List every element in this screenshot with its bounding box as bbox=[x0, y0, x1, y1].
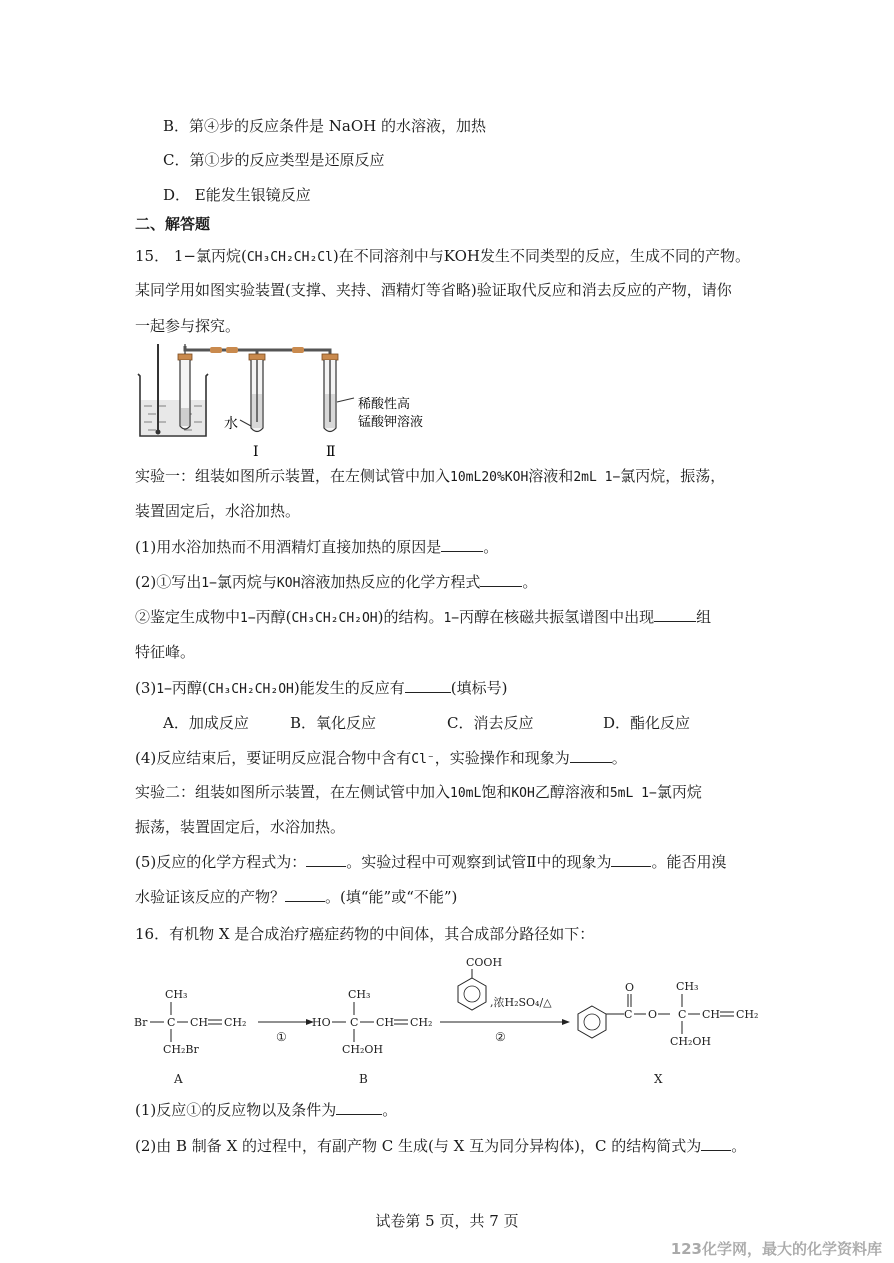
q16-sub1-text: (1)反应①的反应物以及条件为 bbox=[135, 1101, 337, 1119]
q15-sub2-2-line2: 特征峰。 bbox=[135, 643, 196, 661]
x-ch2oh: CH₂OH bbox=[670, 1035, 712, 1048]
test-tube-1 bbox=[249, 354, 265, 432]
reaction-tube bbox=[178, 344, 192, 429]
watermark: 123化学网，最大的化学资料库 bbox=[670, 1240, 882, 1258]
section-title: 二、解答题 bbox=[135, 215, 211, 233]
a-ch2: CH₂ bbox=[224, 1016, 247, 1029]
q15-sub3-text: 丙醇( bbox=[171, 679, 208, 697]
q15-sub2-1-prefix: (2)①写出 bbox=[135, 573, 202, 591]
exp2-amount2: 5mL 1− bbox=[609, 786, 657, 801]
q15-sub2-2-prefix: ②鉴定生成物中 bbox=[135, 608, 241, 626]
q16-intro: 16．有机物 X 是合成治疗癌症药物的中间体，其合成部分路径如下： bbox=[135, 925, 595, 943]
q15-sub4: (4)反应结束后，要证明反应混合物中含有Cl⁻，实验操作和现象为 。 bbox=[135, 749, 627, 767]
label-water: 水 bbox=[224, 416, 238, 432]
q15-sub3 bbox=[135, 678, 507, 700]
q15-sub1: (1)用水浴加热而不用酒精灯直接加热的原因是 。 bbox=[135, 538, 499, 556]
benzoic-acid-reagent bbox=[458, 956, 552, 1010]
q15-sub2-2-mid: 1− bbox=[240, 611, 256, 626]
label-tube-1: Ⅰ bbox=[253, 444, 259, 460]
q15-sub3-option-a: A．加成反应 bbox=[163, 714, 249, 732]
q15-intro-prefix: 15． 1−氯丙烷( bbox=[135, 247, 247, 265]
x-o-carbonyl: O bbox=[625, 981, 635, 994]
q15-sub4-prefix: (4)反应结束后，要证明反应混合物中含有 bbox=[135, 749, 412, 767]
answer-blank[interactable] bbox=[611, 852, 651, 867]
answer-blank[interactable] bbox=[405, 678, 451, 693]
q15-sub2-1: (2)①写出1−氯丙烷与KOH溶液加热反应的化学方程式 。 bbox=[135, 573, 538, 591]
q15-sub2-1-koh: KOH bbox=[276, 576, 301, 591]
answer-blank[interactable] bbox=[570, 748, 612, 763]
test-tube-2 bbox=[322, 354, 338, 432]
label-b: B bbox=[359, 1072, 368, 1086]
label-kmno4-line1: 稀酸性高 bbox=[358, 397, 411, 412]
q15-sub2-2-text: 丙醇( bbox=[255, 608, 292, 626]
q15-sub5-a: (5)反应的化学方程式为： bbox=[135, 853, 307, 871]
exp2-koh: KOH bbox=[511, 786, 535, 801]
exp1-suffix: 氯丙烷，振荡， bbox=[620, 467, 726, 485]
label-a: A bbox=[174, 1072, 183, 1086]
label-kmno4-line2: 锰酸钾溶液 bbox=[358, 415, 424, 430]
q15-sub3-formula: CH₃CH₂CH₂OH bbox=[207, 682, 294, 697]
answer-blank[interactable] bbox=[306, 852, 346, 867]
exp2-prefix: 实验二：组装如图所示装置，在左侧试管中加入 bbox=[135, 783, 451, 801]
q15-sub3-option-b: B．氧化反应 bbox=[290, 714, 377, 732]
exp2-mid2: 乙醇溶液和 bbox=[534, 783, 610, 801]
q15-sub2-2-suffix: 丙醇在核磁共振氢谱图中出现 bbox=[459, 608, 655, 626]
exp1-mid: 溶液和 bbox=[528, 467, 574, 485]
q15-intro-line3: 一起参与探究。 bbox=[135, 317, 241, 335]
q15-intro-line2: 某同学用如图实验装置(支撑、夹持、酒精灯等省略)验证取代反应和消去反应的产物，请你 bbox=[135, 281, 732, 299]
q15-sub3-suffix: )能发生的反应有 bbox=[293, 679, 405, 697]
answer-blank[interactable] bbox=[701, 1136, 731, 1151]
a-vinyl-ch: CH bbox=[190, 1016, 209, 1029]
page-footer: 试卷第 5 页，共 7 页 bbox=[375, 1212, 519, 1230]
q15-intro-formula: CH₃CH₂CH₂Cl bbox=[246, 250, 333, 265]
x-vinyl-ch: CH bbox=[702, 1008, 721, 1021]
x-ch2: CH₂ bbox=[736, 1008, 759, 1021]
compound-b bbox=[312, 988, 432, 1056]
apparatus-figure bbox=[132, 340, 442, 462]
exp2-amount1: 10mL bbox=[450, 786, 482, 801]
exp1-prefix: 实验一：组装如图所示装置，在左侧试管中加入 bbox=[135, 467, 451, 485]
q15-sub4-ion: Cl⁻ bbox=[411, 752, 435, 767]
q15-sub5-b: 。实验过程中可观察到试管Ⅱ中的现象为 bbox=[346, 853, 612, 871]
q15-sub5-line2-b: 。(填“能”或“不能”) bbox=[325, 888, 458, 906]
q15-sub5-line2 bbox=[135, 887, 457, 907]
exp1-line1 bbox=[135, 466, 725, 488]
q15-sub3-fill: (填标号) bbox=[450, 679, 508, 697]
q15-sub2-2-formula: CH₃CH₂CH₂OH bbox=[291, 611, 378, 626]
b-c: C bbox=[350, 1016, 359, 1029]
synthesis-scheme bbox=[130, 950, 770, 1090]
q15-sub5-line1 bbox=[135, 852, 726, 872]
q15-sub5-c: 。能否用溴 bbox=[651, 853, 727, 871]
b-ch2: CH₂ bbox=[410, 1016, 433, 1029]
arrow-1-label: ① bbox=[276, 1030, 287, 1044]
x-c2: C bbox=[678, 1008, 687, 1021]
answer-blank[interactable] bbox=[441, 537, 483, 552]
answer-blank[interactable] bbox=[480, 572, 522, 587]
q15-sub2-2 bbox=[135, 607, 711, 629]
q15-sub2-2-unit: 组 bbox=[696, 608, 712, 626]
arrow-2-label: ② bbox=[495, 1030, 506, 1044]
exp2-line1 bbox=[135, 782, 702, 804]
a-ch2br: CH₂Br bbox=[163, 1043, 199, 1056]
label-x: X bbox=[654, 1072, 663, 1086]
b-ch3: CH₃ bbox=[348, 988, 371, 1001]
arrow-1 bbox=[258, 1019, 314, 1044]
q15-sub3-option-d: D．酯化反应 bbox=[603, 714, 691, 732]
q15-sub5-line2-a: 水验证该反应的产物？ bbox=[135, 888, 286, 906]
answer-blank[interactable] bbox=[336, 1100, 382, 1115]
q15-sub1-text: (1)用水浴加热而不用酒精灯直接加热的原因是 bbox=[135, 538, 442, 556]
b-ho: HO bbox=[312, 1016, 331, 1029]
b-vinyl-ch: CH bbox=[376, 1016, 395, 1029]
a-br: Br bbox=[134, 1016, 148, 1029]
q15-sub2-1-text: 氯丙烷与 bbox=[216, 573, 277, 591]
b-ch2oh: CH₂OH bbox=[342, 1043, 384, 1056]
q15-sub3-option-c: C．消去反应 bbox=[447, 714, 534, 732]
exp1-amount1: 10mL20%KOH bbox=[450, 470, 529, 485]
arrow-2 bbox=[440, 1019, 570, 1044]
x-ch3: CH₃ bbox=[676, 980, 699, 993]
q15-sub3-mid: 1− bbox=[156, 682, 172, 697]
q15-sub3-prefix: (3) bbox=[135, 679, 157, 697]
q15-sub2-1-mid: 1− bbox=[201, 576, 217, 591]
q15-sub2-2-mid2: 1− bbox=[443, 611, 460, 626]
reagent-cooh: COOH bbox=[466, 956, 503, 969]
compound-a bbox=[134, 988, 246, 1056]
q15-sub2-1-suffix: 溶液加热反应的化学方程式 bbox=[300, 573, 481, 591]
exp1-amount2: 2mL 1− bbox=[573, 470, 621, 485]
a-ch3: CH₃ bbox=[165, 988, 188, 1001]
beaker bbox=[138, 374, 208, 436]
q15-intro-line1 bbox=[135, 246, 750, 268]
q15-intro-suffix: )在不同溶剂中与KOH发生不同类型的反应，生成不同的产物。 bbox=[332, 247, 750, 265]
label-tube-2: Ⅱ bbox=[326, 444, 336, 460]
q16-sub2-text: (2)由 B 制备 X 的过程中，有副产物 C 生成(与 X 互为同分异构体)，C 的结构简式为 bbox=[135, 1137, 702, 1155]
option-c: C．第①步的反应类型是还原反应 bbox=[163, 151, 385, 169]
x-c: C bbox=[624, 1008, 633, 1021]
answer-blank[interactable] bbox=[654, 607, 696, 622]
exp2-mid: 饱和 bbox=[481, 783, 512, 801]
compound-x bbox=[578, 980, 758, 1048]
reagent-condition: ,浓H₂SO₄/△ bbox=[490, 996, 552, 1009]
option-b: B．第④步的反应条件是 NaOH 的水溶液，加热 bbox=[163, 117, 487, 135]
exp2-line2: 振荡，装置固定后，水浴加热。 bbox=[135, 818, 346, 836]
a-c: C bbox=[167, 1016, 176, 1029]
q15-sub4-suffix: ，实验操作和现象为 bbox=[434, 749, 570, 767]
answer-blank[interactable] bbox=[285, 887, 325, 902]
x-o-ester: O bbox=[648, 1008, 658, 1021]
q16-sub1: (1)反应①的反应物以及条件为 。 bbox=[135, 1101, 398, 1119]
exp2-suffix: 氯丙烷 bbox=[656, 783, 702, 801]
exp1-line2: 装置固定后，水浴加热。 bbox=[135, 502, 301, 520]
q16-sub2: (2)由 B 制备 X 的过程中，有副产物 C 生成(与 X 互为同分异构体)，C 的结构简式为 。 bbox=[135, 1137, 747, 1155]
q15-sub2-2-text2: )的结构。 bbox=[377, 608, 444, 626]
option-d: D． E能发生银镜反应 bbox=[163, 186, 311, 204]
